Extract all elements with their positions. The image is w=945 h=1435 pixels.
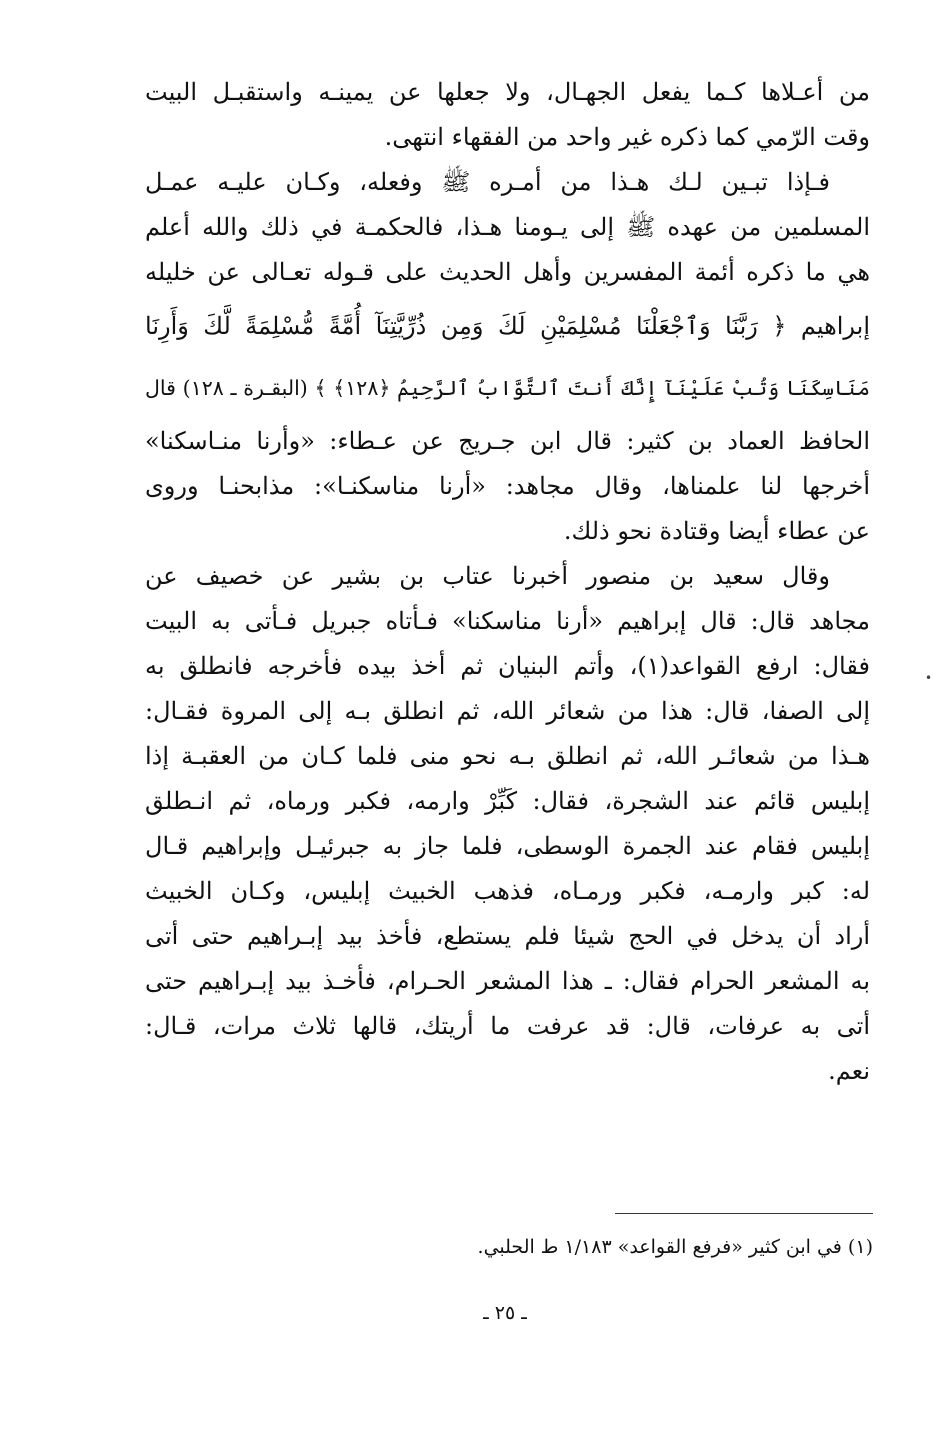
text-line: المسلمين من عهده ﷺ إلى يـومنا هـذا، فالحكمـة في ذلك والله أعلم [145, 213, 870, 241]
text-line: وقت الرّمي كما ذكره غير واحد من الفقهاء انتهى. [384, 123, 870, 151]
text-line: أخرجها لنا علمناها، وقال مجاهد: «أرنا مناسكنـا»: مذابحنـا وروى [145, 472, 870, 500]
margin-mark: • [925, 671, 933, 685]
text-line: له: كبر وارمـه، فكبر ورمـاه، فذهب الخبيث إبليس، وكـان الخبيث [145, 877, 870, 905]
text-line: الحافظ العماد بن كثير: قال ابن جـريج عن عـطاء: «وأرنا منـاسكنا» [145, 427, 870, 455]
quran-verse-line: إبراهيم ﴿ رَبَّنَا وَٱجْعَلْنَا مُسْلِمَيْنِ لَكَ وَمِن ذُرِّيَّتِنَآ أُمَّةً مُّسْلِمَةً لَّكَ وَأَرِنَا [145, 312, 870, 340]
text-line: من أعـلاها كـما يفعل الجهـال، ولا جعلها عن يمينـه واستقبـل البيت [145, 78, 870, 106]
text-line: هي ما ذكره أئمة المفسرين وأهل الحديث على قـوله تعـالى عن خليله [145, 258, 870, 286]
text-line: إلى الصفا، قال: هذا من شعائر الله، ثم انطلق بـه إلى المروة فقـال: [145, 697, 870, 725]
text-line: وقال سعيد بن منصور أخبرنا عتاب بن بشير عن خصيف عن [145, 562, 830, 590]
text-line: نعم. [828, 1057, 870, 1085]
text-line: إبليس فقام عند الجمرة الوسطى، فلما جاز به جبرئيـل وإبراهيم قـال [145, 832, 870, 860]
quran-verse-line: مَنَاسِكَنَا وَتُبْ عَلَيْنَآ إِنَّكَ أَنتَ ٱلتَّوَّابُ ٱلرَّحِيمُ ﴿١٢٨﴾ ﴾ (البقـرة ـ ١٢٨) قال [145, 376, 870, 400]
main-text [145, 70, 870, 1094]
text-line: مجاهد قال: قال إبراهيم «أرنا مناسكنا» فـأتاه جبريل فـأتى به البيت [145, 607, 870, 635]
text-line: أراد أن يدخل في الحج شيئا فلم يستطع، فأخذ بيد إبـراهيم حتى أتى [145, 922, 870, 950]
text-line: فـإذا تبـين لـك هـذا من أمـره ﷺ وفعله، وكـان عليـه عمـل [145, 168, 830, 196]
text-line: به المشعر الحرام فقال: ـ هذا المشعر الحـرام، فأخـذ بيد إبـراهيم حتى [145, 967, 870, 995]
footnote: (١) في ابن كثير «فرفع القواعد» ١/١٨٣ ط الحلبي. [477, 1236, 873, 1258]
text-line: أتى به عرفات، قال: قد عرفت ما أريتك، قالها ثلاث مرات، قـال: [145, 1012, 870, 1040]
text-line: إبليس قائم عند الشجرة، فقال: كَبِّرْ وارمه، فكبر ورماه، ثم انـطلق [145, 787, 870, 815]
page-number: ـ ٢٥ ـ [483, 1302, 527, 1324]
text-line: عن عطاء أيضا وقتادة نحو ذلك. [563, 517, 870, 545]
text-line: فقال: ارفع القواعد(١)، وأتم البنيان ثم أخذ بيده فأخرجه فانطلق به [145, 652, 870, 680]
text-line: هـذا من شعائـر الله، ثم انطلق بـه نحو منى فلما كـان من العقبـة إذا [145, 742, 870, 770]
footnote-separator [615, 1213, 873, 1214]
